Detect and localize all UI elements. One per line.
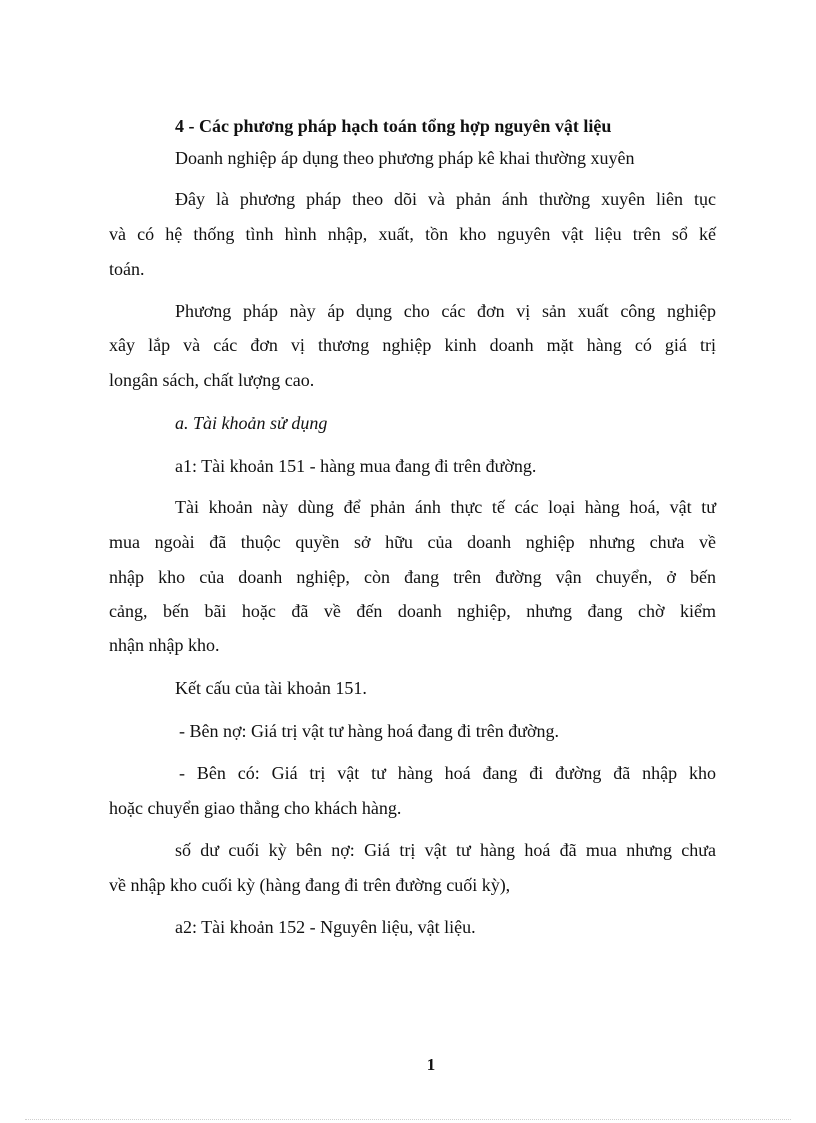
paragraph-2-line-2: xây lắp và các đơn vị thương nghiệp kinh doanh mặt hàng có giá trị	[109, 335, 716, 355]
paragraph-2-line-3: longân sách, chất lượng cao.	[109, 370, 315, 390]
paragraph-3-line-3: nhập kho của doanh nghiệp, còn đang trên đường vận chuyển, ở bến	[109, 567, 716, 587]
paragraph-1-line-1: Đây là phương pháp theo dõi và phản ánh thường xuyên liên tục	[175, 189, 716, 209]
intro-line: Doanh nghiệp áp dụng theo phương pháp kê khai thường xuyên	[175, 148, 635, 168]
paragraph-3-line-2: mua ngoài đã thuộc quyền sở hữu của doanh nghiệp nhưng chưa về	[109, 532, 716, 552]
ending-balance-line-2: về nhập kho cuối kỳ (hàng đang đi trên đường cuối kỳ),	[109, 875, 511, 895]
paragraph-1-line-2: và có hệ thống tình hình nhập, xuất, tồn kho nguyên vật liệu trên sổ kế	[109, 224, 716, 244]
account-152-title: a2: Tài khoản 152 - Nguyên liệu, vật liệu.	[175, 917, 476, 937]
debit-side-line: - Bên nợ: Giá trị vật tư hàng hoá đang đi trên đường.	[179, 721, 559, 741]
account-151-title: a1: Tài khoản 151 - hàng mua đang đi trên đường.	[175, 456, 537, 476]
credit-side-line-2: hoặc chuyển giao thẳng cho khách hàng.	[109, 798, 402, 818]
account-151-structure: Kết cấu của tài khoản 151.	[175, 678, 367, 698]
paragraph-2-line-1: Phương pháp này áp dụng cho các đơn vị sản xuất công nghiệp	[175, 301, 716, 321]
paragraph-1-line-3: toán.	[109, 259, 145, 279]
paragraph-3-line-1: Tài khoản này dùng để phản ánh thực tế các loại hàng hoá, vật tư	[175, 497, 716, 517]
credit-side-line-1: - Bên có: Giá trị vật tư hàng hoá đang đi đường đã nhập kho	[179, 763, 716, 783]
footer-divider	[25, 1119, 791, 1120]
page-number: 1	[426, 1055, 436, 1074]
ending-balance-line-1: số dư cuối kỳ bên nợ: Giá trị vật tư hàng hoá đã mua nhưng chưa	[175, 840, 716, 860]
section-heading: 4 - Các phương pháp hạch toán tổng hợp nguyên vật liệu	[175, 116, 612, 136]
paragraph-3-line-4: cảng, bến bãi hoặc đã về đến doanh nghiệp, nhưng đang chờ kiểm	[109, 601, 716, 621]
subheading-accounts-used: a. Tài khoản sử dụng	[175, 413, 328, 433]
paragraph-3-line-5: nhận nhập kho.	[109, 635, 220, 655]
